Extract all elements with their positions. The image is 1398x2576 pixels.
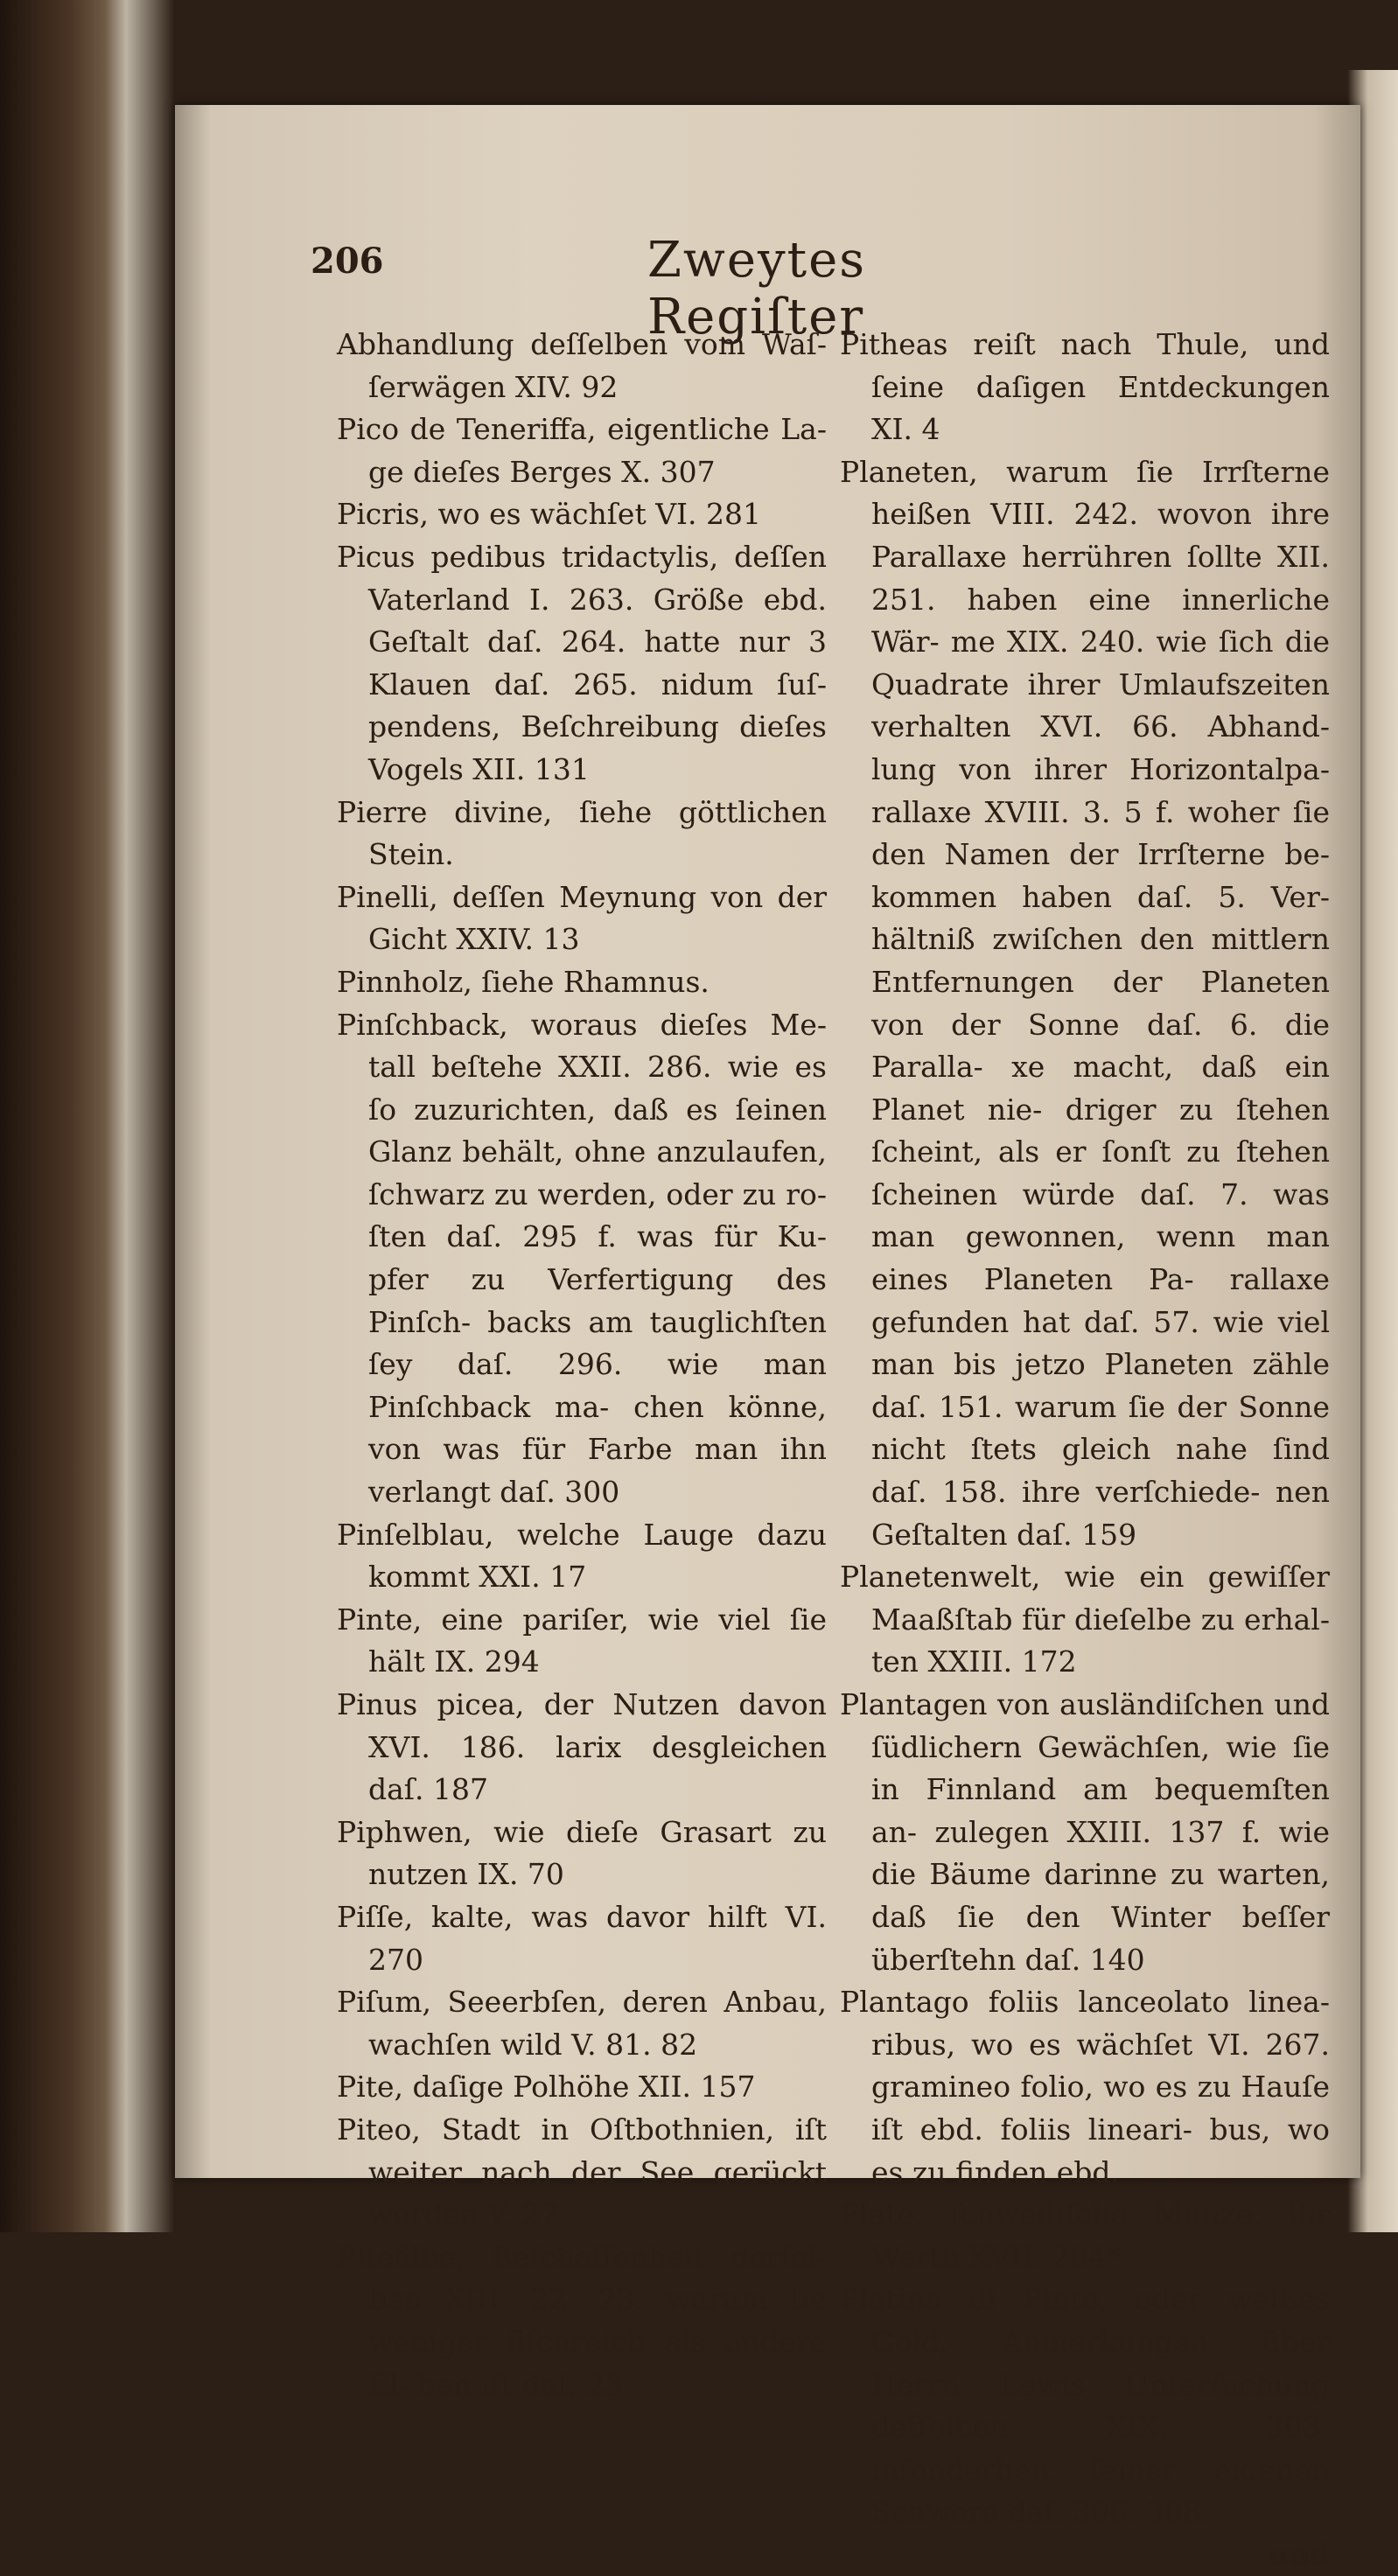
page-header: [311, 232, 975, 346]
right-column: [840, 324, 1330, 2576]
index-entry: Platina di Pinto, oder weißes Gold, Anmerkungen über Herrn Lewis Unterſuchung deſſelben XIX. 303. inſonderheit ſeiner eigenen Schwere daſ. 306. 308.: [840, 2282, 1330, 2530]
index-entry: Pinſelblau, welche Lauge dazu kommt XXI. 17: [337, 1517, 827, 1595]
index-entry: Pierre divine, ſiehe göttlichen Stein.: [337, 794, 827, 872]
book-spine: [0, 0, 175, 2232]
index-entry: Piteälbe, Beſchaffenheit derſel- ben XIII. 22. 23. warum ſie weniger fiſchreich als andere El- ben iſt daſ. 23: [337, 2239, 827, 2402]
index-entry: Piphwen, wie dieſe Grasart zu nutzen IX. 70: [337, 1814, 827, 1892]
index-entry: Pinnholz, ſiehe Rhamnus.: [337, 964, 709, 999]
index-entry: Plantagen von ausländiſchen und ſüdlichern Gewächſen, wie ſie in Finnland am bequemſten an- zulegen XXIII. 137 f. wie die Bäume darinne zu warten, daß ſie den Winter beſſer überſtehn daſ. 140: [840, 1687, 1330, 1977]
index-entry: Planeten, warum ſie Irrſterne heißen VIII. 242. wovon ihre Parallaxe herrühren ſollte XII. 251. haben eine innerliche Wär- me XIX. 240. wie ſich die Quadrate ihrer Umlaufszeiten verhalten XVI. 66. Abhand- lung von ihrer Horizontalpa- rallaxe XVIII. 3. 5 f. woher ſie den Namen der Irrſterne be- kommen haben daſ. 5. Ver- hältniß zwiſchen den mittlern Entfernungen der Planeten von der Sonne daſ. 6. die Paralla- xe macht, daß ein Planet nie- driger zu ſtehen ſcheint, als er ſonſt zu ſtehen ſcheinen würde daſ. 7. was man gewonnen, wenn man eines Planeten Pa- rallaxe gefunden hat daſ. 57. wie viel man bis jetzo Planeten zähle daſ. 151. warum ſie der Sonne nicht ſtets gleich nahe ſind daſ. 158. ihre verſchiede- nen Geſtalten daſ. 159: [840, 454, 1330, 1552]
running-title: Zweytes Regiſter: [647, 232, 867, 346]
index-entry: Pico de Teneriffa, eigentliche La- ge dieſes Berges X. 307: [337, 412, 827, 489]
index-entry: Picus pedibus tridactylis, deſſen Vaterland I. 263. Größe ebd. Geſtalt daſ. 264. hatte nur 3 Klauen daſ. 265. nidum ſuſ- pendens, Beſchreibung dieſes Vogels XII. 131: [337, 539, 827, 786]
page-number: 206: [311, 241, 384, 282]
index-entry: Abhandlung deſſelben vom Waſ- ſerwägen XIV. 92: [337, 327, 827, 404]
catchword: und: [1267, 2537, 1330, 2572]
index-entry: Pinte, eine pariſer, wie viel ſie hält IX. 294: [337, 1602, 827, 1679]
index-entry: Pinus picea, der Nutzen davon XVI. 186. larix desgleichen daſ. 187: [337, 1687, 827, 1807]
index-entry: Plantago foliis lanceolato linea- ribus, wo es wächſet VI. 267. gramineo folio, wo es zu Hauſe iſt ebd. foliis lineari- bus, wo es zu finden ebd.: [840, 1985, 1330, 2189]
index-entry: Pinſchback, woraus dieſes Me- tall beſtehe XXII. 286. wie es ſo zuzurichten, daß es ſeinen Glanz behält, ohne anzulaufen, ſchwarz zu werden, oder zu ro- ſten daſ. 295 f. was für Ku- pfer zu Verfertigung des Pinſch- backs am tauglichſten ſey daſ. 296. wie man Pinſchback ma- chen könne, von was für Farbe man ihn verlangt daſ. 300: [337, 1007, 827, 1510]
index-entry: Pitheas reiſt nach Thule, und ſeine daſigen Entdeckungen XI. 4: [840, 327, 1330, 447]
index-entry: Pinelli, deſſen Meynung von der Gicht XXIV. 13: [337, 879, 827, 957]
index-entry: Plate, ſchwediſche Münze, ihr Werth XVII. 204*: [840, 2197, 1330, 2274]
index-entry: Piſum, Seeerbſen, deren Anbau, wachſen wild V. 81. 82: [337, 1985, 827, 2062]
index-entry: Picris, wo es wächſet VI. 281: [337, 497, 762, 532]
index-entry: Piſſe, kalte, was davor hilft VI. 270: [337, 1899, 827, 1977]
index-entry: Planetenwelt, wie ein gewiſſer Maaßſtab für dieſelbe zu erhal- ten XXIII. 172: [840, 1560, 1330, 1679]
index-entry: Piteo, Stadt in Oſtbothnien, iſt weiter nach der See gerückt worden V. 27: [337, 2112, 827, 2232]
index-entry: Pite, daſige Polhöhe XII. 157: [337, 2070, 756, 2105]
left-column: [337, 324, 827, 2406]
